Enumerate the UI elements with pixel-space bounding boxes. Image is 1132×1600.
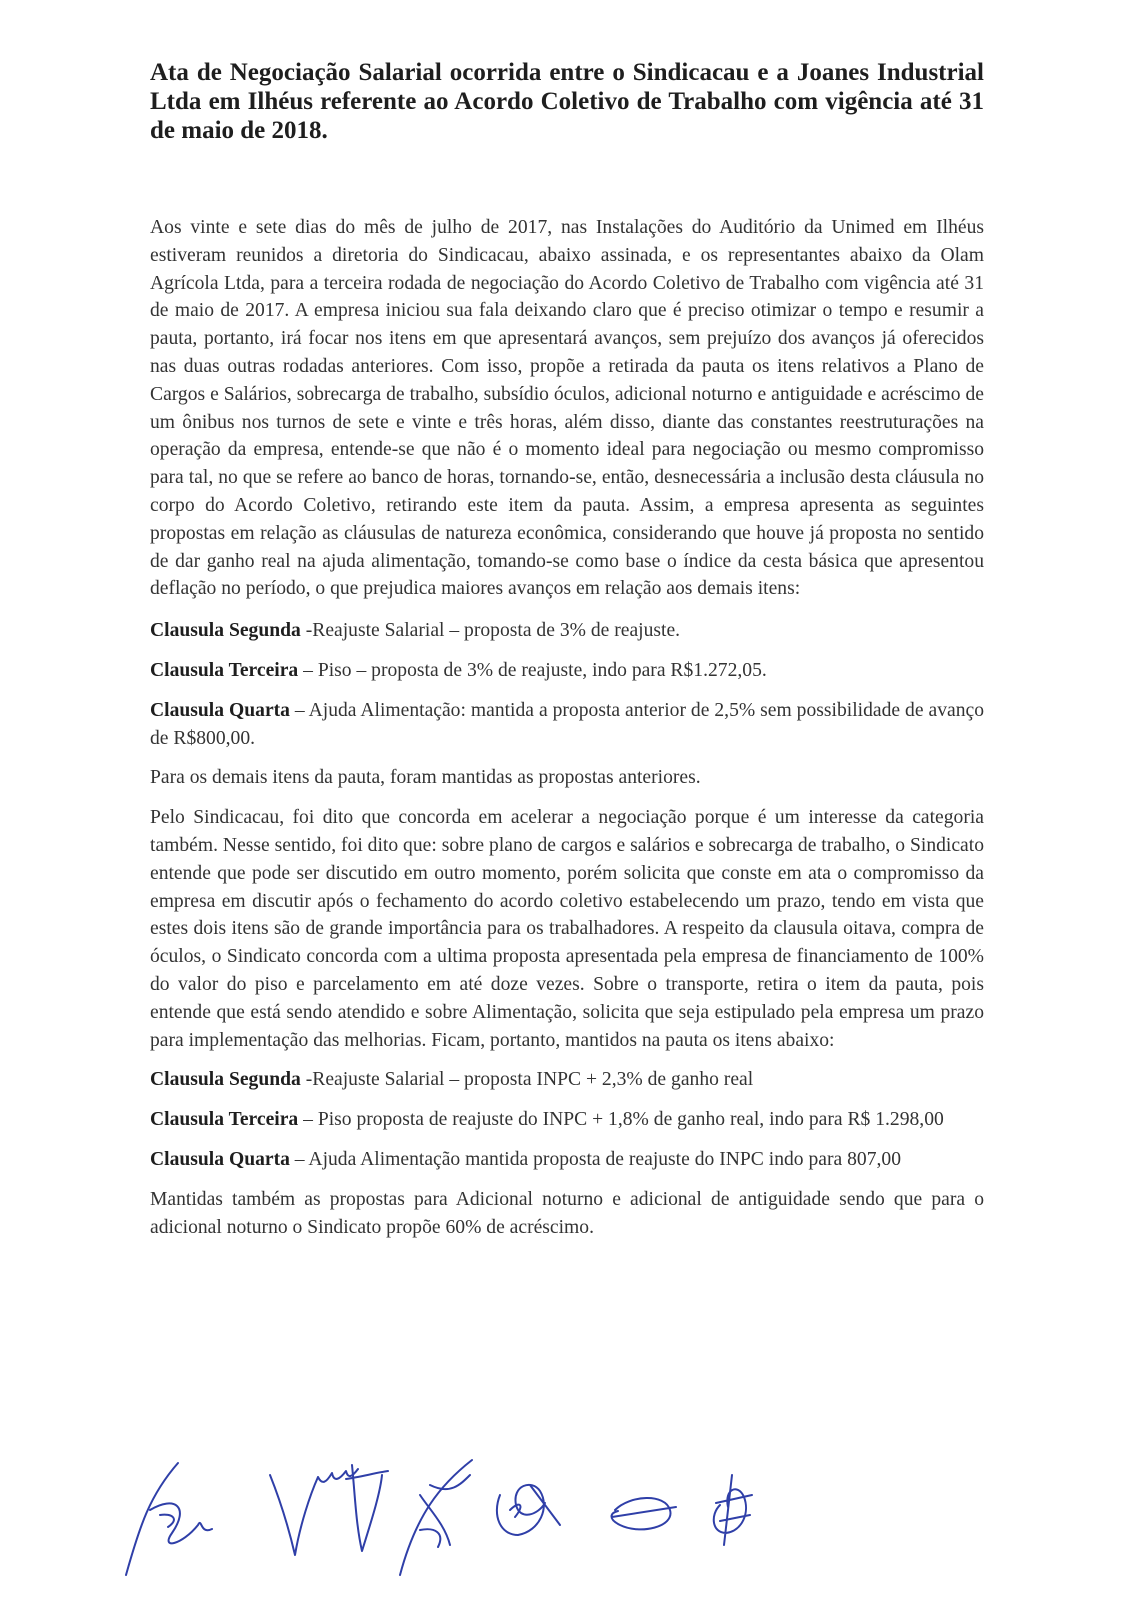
clause-text: – Piso – proposta de 3% de reajuste, indo para R$1.272,05. (298, 659, 767, 681)
company-clause-quarta (150, 697, 984, 753)
clause-label: Clausula Quarta (150, 1148, 290, 1170)
clause-label: Clausula Terceira (150, 659, 299, 681)
closing-paragraph: Mantidas também as propostas para Adicional noturno e adicional de antiguidade sendo que para o adicional noturno o Sindicato propõe 60% de acréscimo. (150, 1188, 984, 1238)
company-clause-segunda (150, 617, 984, 645)
signature-1 (126, 1463, 212, 1575)
clause-text: -Reajuste Salarial – proposta de 3% de reajuste. (300, 620, 681, 642)
document-title: Ata de Negociação Salarial ocorrida entre o Sindicacau e a Joanes Industrial Ltda em Ilhéus referente ao Acordo Coletivo de Trabalho com vigência até 31 de maio de 2018. (150, 59, 984, 144)
clause-text: – Piso proposta de reajuste do INPC + 1,8% de ganho real, indo para R$ 1.298,00 (298, 1109, 944, 1131)
signature-7 (714, 1475, 752, 1545)
signature-5 (497, 1485, 560, 1535)
clause-label: Clausula Terceira (150, 1109, 299, 1131)
signature-6 (612, 1498, 677, 1529)
union-response-paragraph: Pelo Sindicacau, foi dito que concorda em acelerar a negociação porque é um interesse da categoria também. Nesse sentido, foi dito que: sobre plano de cargos e salários e sobrecarga de trabalho, o Sindicato entende que pode ser discutido em outro momento, porém solicita que conste em ata o compromisso da empresa em discutir após o fechamento do acordo coletivo estabelecendo um prazo, tendo em vista que estes dois itens são de grande importância para os trabalhadores. A respeito da clausula oitava, compra de óculos, o Sindicato concorda com a ultima proposta apresentada pela empresa de financiamento de 100% do valor do piso e parcelamento em até doze vezes. Sobre o transporte, retira o item da pauta, pois entende que está sendo atendido e sobre Alimentação, solicita que seja estipulado pela empresa um prazo para implementação das melhorias. Ficam, portanto, mantidos na pauta os itens abaixo: (150, 807, 984, 1051)
clause-label: Clausula Segunda (150, 1069, 301, 1091)
union-clause-quarta (150, 1146, 984, 1174)
signature-4 (400, 1460, 472, 1575)
document-body (150, 214, 984, 1253)
signature-2 (270, 1469, 358, 1555)
union-clause-segunda (150, 1066, 984, 1094)
signature-3 (346, 1465, 388, 1551)
clause-text: -Reajuste Salarial – proposta INPC + 2,3% de ganho real (300, 1069, 754, 1091)
clause-text: – Ajuda Alimentação mantida proposta de reajuste do INPC indo para 807,00 (289, 1148, 901, 1170)
signatures-row (120, 1455, 1020, 1595)
intro-paragraph: Aos vinte e sete dias do mês de julho de 2017, nas Instalações do Auditório da Unimed em Ilhéus estiveram reunidos a diretoria do Sindicacau, abaixo assinada, e os representantes abaixo da Olam Agrícola Ltda, para a terceira rodada de negociação do Acordo Coletivo de Trabalho com vigência até 31 de maio de 2017. A empresa iniciou sua fala deixando claro que é preciso otimizar o tempo e resumir a pauta, portanto, irá focar nos itens em que apresentará avanços, sem prejuízo dos avanços já oferecidos nas duas outras rodadas anteriores. Com isso, propõe a retirada da pauta os itens relativos a Plano de Cargos e Salários, sobrecarga de trabalho, subsídio óculos, adicional noturno e antiguidade e acréscimo de um ônibus nos turnos de sete e vinte e três horas, além disso, diante das constantes reestruturações na operação da empresa, entende-se que não é o momento ideal para negociação ou mesmo compromisso para tal, no que se refere ao banco de horas, tornando-se, então, desnecessária a inclusão desta cláusula no corpo do Acordo Coletivo, retirando este item da pauta. Assim, a empresa apresenta as seguintes propostas em relação as cláusulas de natureza econômica, considerando que houve já proposta no sentido de dar ganho real na ajuda alimentação, tomando-se como base o índice da cesta básica que apresentou deflação no período, o que prejudica maiores avanços em relação aos demais itens: (150, 217, 984, 600)
company-clause-terceira (150, 657, 984, 685)
clause-text: – Ajuda Alimentação: mantida a proposta anterior de 2,5% sem possibilidade de avanço de R$800,00. (150, 699, 984, 749)
clause-label: Clausula Segunda (150, 620, 301, 642)
clause-label: Clausula Quarta (150, 699, 290, 721)
union-clause-terceira (150, 1106, 984, 1134)
maintained-note: Para os demais itens da pauta, foram mantidas as propostas anteriores. (150, 767, 701, 789)
